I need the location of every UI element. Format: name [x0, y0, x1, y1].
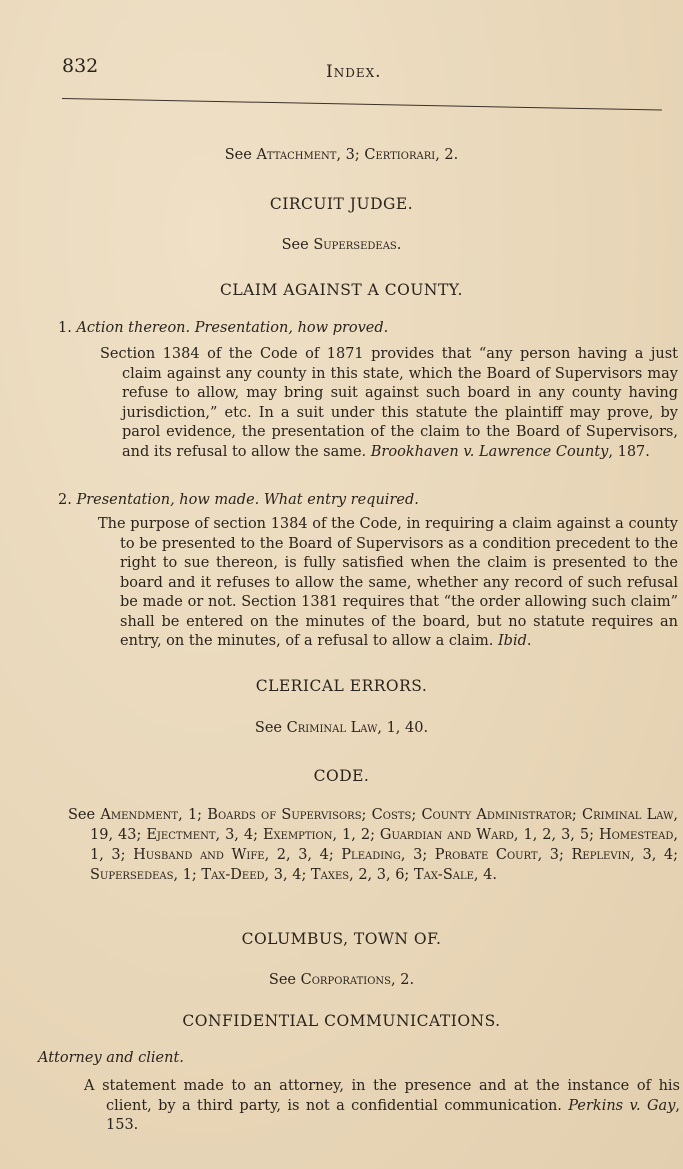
header-rule — [62, 98, 662, 111]
heading-code: CODE. — [313, 767, 370, 785]
see-also-columbus: See Corporations, 2. — [268, 972, 415, 988]
case-citation: Brookhaven v. Lawrence County — [370, 443, 609, 460]
confidential-text: A statement made to an attorney, in the presence and at the instance of his client, by a third party, is not a confidential communication. Perkins v. Gay, 153. — [84, 1078, 680, 1133]
heading-clerical-errors: CLERICAL ERRORS. — [255, 677, 428, 695]
see-also-code: See Amendment, 1; Boards of Supervisors; Costs; County Administrator; Criminal Law, 19, 43; Ejectment, 3, 4; Exemption, 1, 2; Guardian and Ward, 1, 2, 3, 5; Homestead, 1, 3; Husband and Wife, 2, 3, 4; Pleading, 3; Probate Court, 3; Replevin, 3, 4; Supersedeas, 1; Tax-Deed, 3, 4; Taxes, 2, 3, 6; Tax-Sale, 4. — [68, 807, 679, 883]
entry-2-text: The purpose of section 1384 of the Code, in requiring a claim against a county to be presented to the Board of Supervisors as a condition precedent to the right to sue thereon, is fully satisfied when the claim is presented to the board and it refuses to allow the same, whether any record of such refusal be made or not. Section 1381 requires that “the order allowing such claim” shall be entered on the minutes of the board, but no statute requires an entry, on the minutes, of a refusal to allow a claim. Ibid. — [98, 516, 678, 649]
see-also-prev: See Attachment, 3; Certiorari, 2. — [224, 147, 459, 163]
entry-2-title: 2. Presentation, how made. What entry required. — [58, 492, 419, 508]
see-also-circuit-judge: See Supersedeas. — [281, 237, 402, 253]
heading-columbus: COLUMBUS, TOWN OF. — [241, 930, 442, 948]
case-citation: Perkins v. Gay — [568, 1097, 676, 1114]
page-number: 832 — [62, 55, 99, 77]
see-also-clerical-errors: See Criminal Law, 1, 40. — [254, 720, 429, 736]
confidential-subtitle: Attorney and client. — [38, 1050, 184, 1066]
entry-1-text: Section 1384 of the Code of 1871 provides that “any person having a just claim against any county in this state, which the Board of Supervisors may refuse to allow, may bring suit against such board in any county having jurisdiction,” etc. In a suit under this statute the plaintiff may prove, by parol evidence, the presentation of the claim to the Board of Supervisors, and its refusal to allow the same. Brookhaven v. Lawrence County, 187. — [100, 346, 678, 460]
heading-confidential-communications: CONFIDENTIAL COMMUNICATIONS. — [182, 1012, 501, 1030]
heading-circuit-judge: CIRCUIT JUDGE. — [269, 195, 414, 213]
heading-claim-against-county: CLAIM AGAINST A COUNTY. — [220, 281, 463, 299]
running-head: Index. — [326, 62, 382, 82]
entry-1-title: 1. Action thereon. Presentation, how proved. — [58, 320, 389, 336]
case-citation: Ibid. — [497, 633, 532, 649]
see-refs: Attachment, 3; Certiorari, 2. — [256, 147, 459, 163]
